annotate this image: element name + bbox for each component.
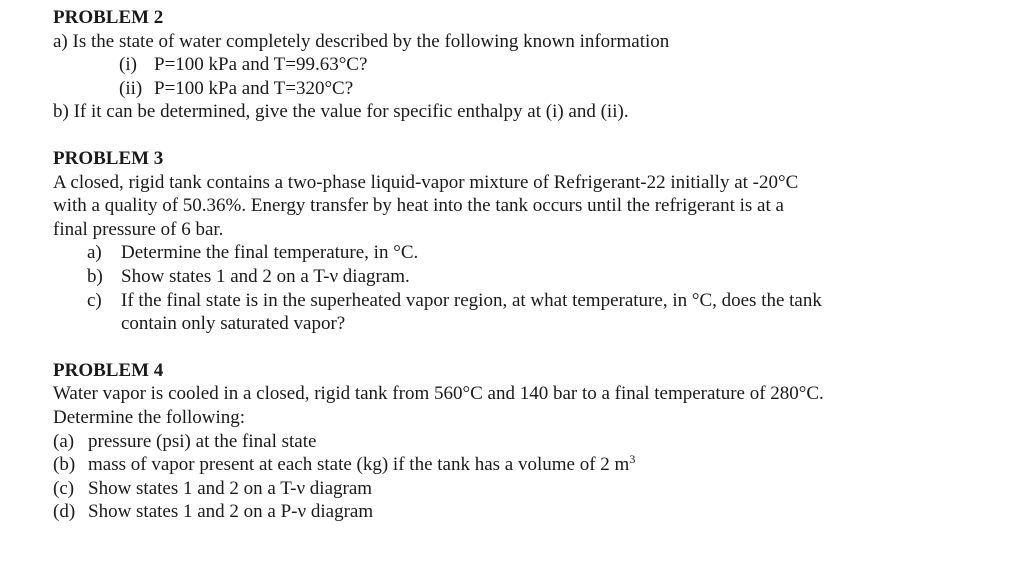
problem-4-item-b: [53, 453, 993, 477]
problem-4-body-line: Determine the following:: [53, 406, 246, 428]
item-text: Determine the final temperature, in °C.: [121, 242, 419, 264]
superscript-exponent: 3: [629, 452, 636, 467]
problem-2-part-b: b) If it can be determined, give the value for specific enthalpy at (i) and (ii).: [53, 101, 629, 123]
problem-2-case-i: [53, 53, 993, 77]
item-text: contain only saturated vapor?: [121, 313, 346, 335]
item-text: mass of vapor present at each state (kg) if the tank has a volume of 2 m: [88, 454, 630, 476]
problem-4-body-line: Water vapor is cooled in a closed, rigid tank from 560°C and 140 bar to a final temperature of 280°C.: [53, 383, 824, 405]
item-text: Show states 1 and 2 on a P-ν diagram: [88, 501, 374, 523]
problem-4-item-c: [53, 477, 993, 501]
item-text: Show states 1 and 2 on a T-ν diagram.: [121, 265, 410, 287]
document-page: [53, 6, 993, 524]
item-label: (a): [53, 430, 75, 452]
problem-2-part-a: a) Is the state of water completely described by the following known information: [53, 30, 670, 52]
item-label: c): [87, 289, 102, 311]
case-number: (i): [119, 54, 137, 76]
item-text: If the final state is in the superheated vapor region, at what temperature, in °C, does the tank: [121, 289, 822, 311]
problem-3-item-a: [53, 241, 993, 265]
problem-4: [53, 359, 993, 524]
problem-2-heading: PROBLEM 2: [53, 7, 164, 28]
problem-4-item-d: [53, 500, 993, 524]
item-label: a): [87, 242, 102, 264]
problem-3-body-line: A closed, rigid tank contains a two-phase liquid-vapor mixture of Refrigerant-22 initially at -20°C: [53, 171, 799, 193]
item-label: (b): [53, 454, 76, 476]
item-label: (c): [53, 477, 75, 499]
problem-2: [53, 6, 993, 124]
item-label: (d): [53, 501, 76, 523]
problem-3: [53, 147, 993, 336]
item-text-wrapper: [88, 453, 635, 477]
problem-3-body-line: with a quality of 50.36%. Energy transfer by heat into the tank occurs until the refrigerant is at a: [53, 195, 784, 217]
problem-3-item-c: [53, 289, 993, 336]
case-text: P=100 kPa and T=99.63°C?: [154, 54, 368, 76]
item-text: Show states 1 and 2 on a T-ν diagram: [88, 477, 373, 499]
problem-4-heading: PROBLEM 4: [53, 359, 164, 381]
problem-2-case-ii: [53, 77, 993, 101]
problem-4-item-a: [53, 430, 993, 454]
problem-3-body-line: final pressure of 6 bar.: [53, 218, 224, 240]
item-text: pressure (psi) at the final state: [88, 430, 317, 452]
item-label: b): [87, 265, 103, 287]
case-text: P=100 kPa and T=320°C?: [154, 77, 354, 99]
problem-3-heading: PROBLEM 3: [53, 147, 164, 169]
case-number: (ii): [119, 77, 143, 99]
problem-3-item-b: [53, 265, 993, 289]
